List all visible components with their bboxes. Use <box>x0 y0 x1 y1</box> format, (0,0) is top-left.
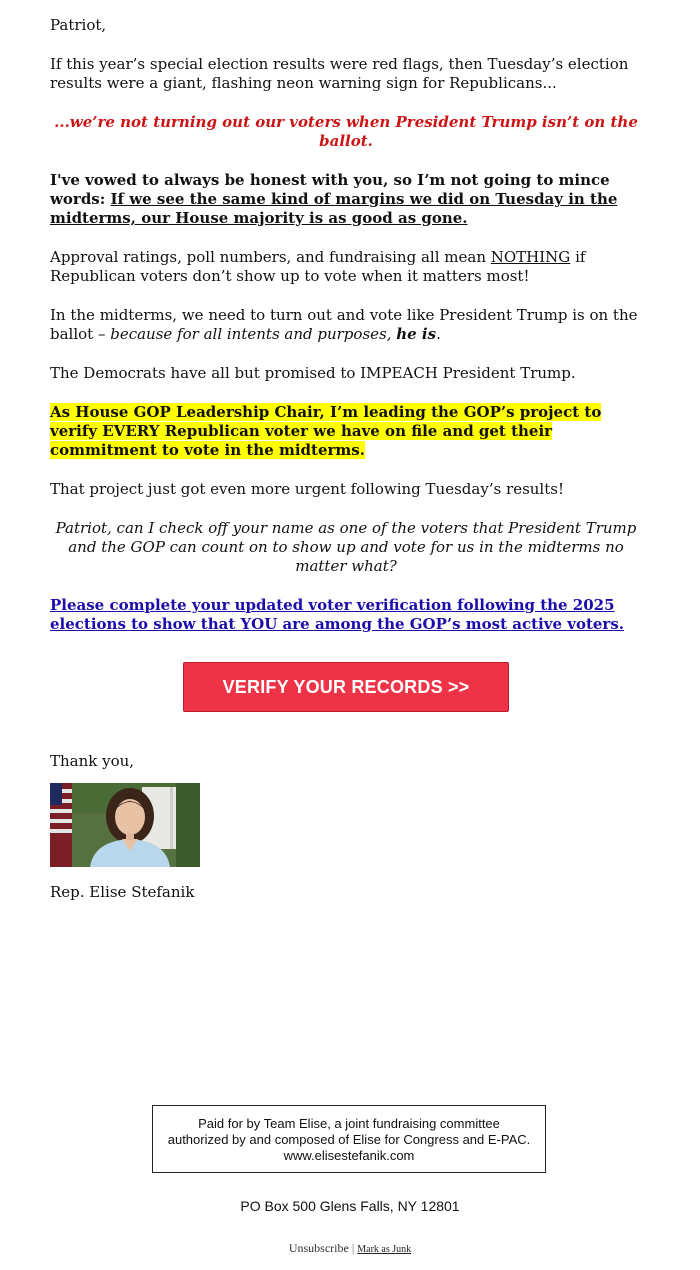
paid-for-disclaimer: Paid for by Team Elise, a joint fundraising committee authorized by and composed of Elise for Congress and E-PAC. www.elisestefanik.com <box>152 1105 546 1173</box>
paragraph-highlight <box>50 403 642 460</box>
mailing-address: PO Box 500 Glens Falls, NY 12801 <box>240 1198 460 1214</box>
paragraph-impeach: The Democrats have all but promised to IMPEACH President Trump. <box>50 364 576 382</box>
midterms-before: In the midterms, we need to turn out and vote like President Trump is on the ballot – <box>50 306 638 343</box>
paragraph-midterms <box>50 306 642 344</box>
approval-after: if Republican voters don’t show up to vote when it matters most! <box>50 248 586 285</box>
midterms-he-is: he is <box>396 325 437 343</box>
thank-you: Thank you, <box>50 752 135 770</box>
unsubscribe-link[interactable]: Unsubscribe <box>288 1241 349 1255</box>
honest-underlined: If we see the same kind of margins we did on Tuesday in the midterms, our House majority is as good as gone. <box>50 190 618 227</box>
verify-text-link[interactable]: Please complete your updated voter verification following the 2025 elections to show that YOU are among the GOP’s most active voters. <box>50 596 624 633</box>
question-text: Patriot, can I check off your name as one of the voters that President Trump and the GOP can count on to show up and vote for us in the midterms no matter what? <box>55 519 637 575</box>
honest-lead: I've vowed to always be honest with you, so I’m not going to mince words: <box>50 171 610 208</box>
signature: Rep. Elise Stefanik <box>50 883 195 901</box>
red-callout: ...we’re not turning out our voters when President Trump isn’t on the ballot. <box>54 113 638 150</box>
paragraph-intro: If this year’s special election results were red flags, then Tuesday’s election results were a giant, flashing neon warning sign for Republicans... <box>50 55 629 92</box>
mark-as-junk-link[interactable]: Mark as Junk <box>357 1244 412 1255</box>
midterms-italic: because for all intents and purposes, <box>110 325 397 343</box>
footer-separator: | <box>351 1241 355 1255</box>
cta-container <box>50 662 642 712</box>
email-body <box>50 16 642 902</box>
paragraph-urgent: That project just got even more urgent following Tuesday’s results! <box>50 480 564 498</box>
footer-links <box>0 1241 700 1256</box>
approval-before: Approval ratings, poll numbers, and fundraising all mean <box>50 248 491 266</box>
verify-records-button[interactable]: VERIFY YOUR RECORDS >> <box>183 662 509 712</box>
greeting: Patriot, <box>50 16 107 34</box>
approval-nothing: NOTHING <box>490 248 571 266</box>
highlighted-text: As House GOP Leadership Chair, I’m leading the GOP’s project to verify EVERY Republican voter we have on file and get their commitment to vote in the midterms. <box>50 403 602 459</box>
candidate-photo <box>50 783 200 867</box>
paragraph-honest <box>50 171 642 228</box>
midterms-end: . <box>436 325 441 343</box>
paragraph-approval <box>50 248 642 286</box>
